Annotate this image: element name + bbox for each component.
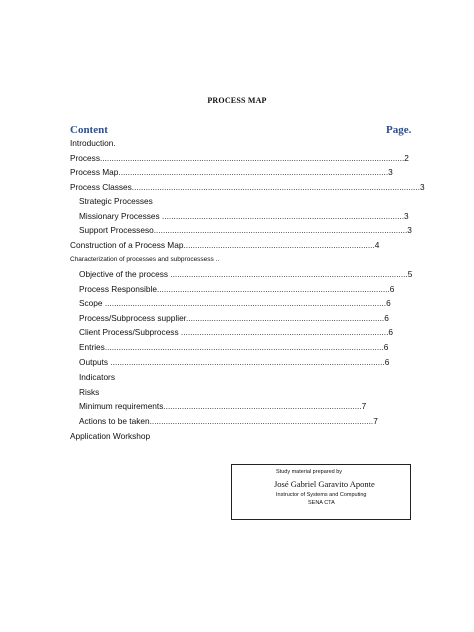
toc-entry: Support Processeso..............................................................................................................3 — [79, 225, 412, 235]
toc-entry: Client Process/Subprocess ..........................................................................................6 — [79, 327, 394, 337]
toc-entry: Outputs .......................................................................................................................6 — [79, 357, 390, 367]
toc-entry: Introduction. — [70, 138, 116, 148]
toc-entry: Strategic Processes — [79, 196, 153, 206]
toc-entry: Entries.........................................................................................................................6 — [79, 342, 389, 352]
toc-entry: Indicators — [79, 372, 115, 382]
page-title: PROCESS MAP — [207, 96, 267, 105]
toc-entry: Minimum requirements......................................................................................7 — [79, 401, 367, 411]
content-heading: Content — [70, 124, 108, 136]
toc-entry: Process/Subprocess supplier......................................................................................6 — [79, 313, 389, 323]
toc-entry: Objective of the process .......................................................................................................5 — [79, 269, 413, 279]
credit-box — [231, 464, 411, 520]
toc-entry: Risks — [79, 387, 100, 397]
toc-entry: Missionary Processes .........................................................................................................3 — [79, 211, 409, 221]
toc-entry: Actions to be taken.................................................................................................7 — [79, 416, 378, 426]
toc-entry: Characterization of processes and subprocessess .. — [70, 256, 220, 263]
toc-entry: Process....................................................................................................................................2 — [70, 153, 409, 163]
toc-entry: Application Workshop — [70, 431, 151, 441]
author-organization: SENA CTA — [308, 500, 335, 506]
page-heading: Page. — [386, 124, 412, 136]
toc-entry: Construction of a Process Map...................................................................................4 — [70, 240, 380, 250]
toc-entry: Process Map.....................................................................................................................3 — [70, 167, 393, 177]
toc-entry: Process Classes.............................................................................................................................3 — [70, 182, 425, 192]
toc-entry: Scope ..........................................................................................................................6 — [79, 298, 391, 308]
author-name: José Gabriel Garavito Aponte — [274, 479, 375, 489]
prepared-by-label: Study material prepared by — [276, 469, 343, 475]
author-role: Instructor of Systems and Computing — [276, 492, 367, 498]
toc-entry: Process Responsible.....................................................................................................6 — [79, 284, 395, 294]
